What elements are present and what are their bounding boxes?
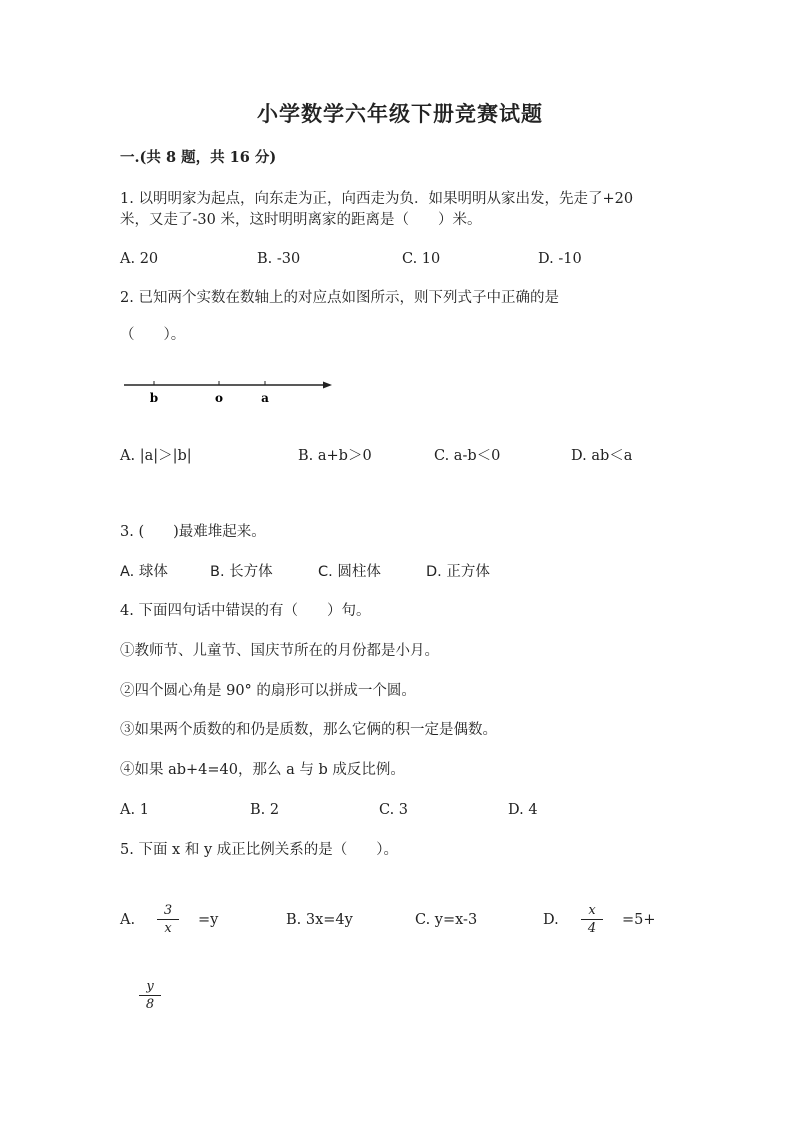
q4-stem: 4. 下面四句话中错误的有（ ）句。 xyxy=(120,603,371,619)
page-title: 小学数学六年级下册竞赛试题 xyxy=(257,101,543,126)
number-line-arrow xyxy=(323,382,332,389)
q5-option-d-rest: =5+ xyxy=(622,912,656,928)
fraction-numerator: x xyxy=(588,903,596,918)
q5-option-d-fraction xyxy=(581,903,603,936)
q2-stem-line2: （ ）。 xyxy=(120,327,186,343)
fraction-bar xyxy=(139,995,161,996)
q3-option-c: C. 圆柱体 xyxy=(318,564,381,580)
q5-option-d-letter: D. xyxy=(543,912,559,928)
tick-label-a: a xyxy=(261,391,269,405)
q5-option-d-fraction-continued xyxy=(139,979,161,1012)
q3-option-d: D. 正方体 xyxy=(426,564,490,580)
q1-option-b: B. -30 xyxy=(257,251,301,267)
q4-statement-1: ①教师节、儿童节、国庆节所在的月份都是小月。 xyxy=(120,643,439,659)
fraction-denominator: 4 xyxy=(587,921,597,936)
q4-statement-2: ②四个圆心角是 90° 的扇形可以拼成一个圆。 xyxy=(120,683,416,699)
q3-option-a: A. 球体 xyxy=(120,564,168,580)
tick-label-b: b xyxy=(149,391,159,405)
q5-option-a-fraction xyxy=(157,903,179,936)
fraction-bar xyxy=(157,919,179,920)
section-heading: 一.(共 8 题，共 16 分) xyxy=(120,149,277,166)
q4-statement-4: ④如果 ab+4=40，那么 a 与 b 成反比例。 xyxy=(120,762,405,778)
q4-option-d: D. 4 xyxy=(508,802,538,818)
tick-label-o: o xyxy=(214,391,224,405)
q1-option-c: C. 10 xyxy=(402,251,441,267)
q5-option-c: C. y=x-3 xyxy=(415,912,478,928)
q4-option-a: A. 1 xyxy=(120,802,149,818)
fraction-numerator: 3 xyxy=(163,903,173,918)
q3-option-b: B. 长方体 xyxy=(210,564,273,580)
q5-option-a-rest: =y xyxy=(198,912,219,928)
q5-stem: 5. 下面 x 和 y 成正比例关系的是（ ）。 xyxy=(120,842,398,858)
q4-option-b: B. 2 xyxy=(250,802,280,818)
fraction-bar xyxy=(581,919,603,920)
q2-stem-line1: 2. 已知两个实数在数轴上的对应点如图所示，则下列式子中正确的是 xyxy=(120,290,559,306)
q1-option-d: D. -10 xyxy=(538,251,582,267)
q1-stem-line1: 1. 以明明家为起点，向东走为正，向西走为负．如果明明从家出发，先走了+20 xyxy=(120,191,634,207)
q5-option-b: B. 3x=4y xyxy=(286,912,353,928)
q2-option-c: C. a-b＜0 xyxy=(434,448,501,464)
q1-option-a: A. 20 xyxy=(120,251,159,267)
fraction-denominator: x xyxy=(164,921,172,936)
q1-stem-line2: 米，又走了-30 米，这时明明离家的距离是（ ）米。 xyxy=(120,212,482,228)
q3-stem: 3. ( )最难堆起来。 xyxy=(120,524,266,540)
q2-option-a: A. |a|＞|b| xyxy=(120,448,192,464)
number-line-figure xyxy=(120,372,340,412)
q2-option-d: D. ab＜a xyxy=(571,448,633,464)
q4-option-c: C. 3 xyxy=(379,802,409,818)
fraction-denominator: 8 xyxy=(145,997,155,1012)
q2-option-b: B. a+b＞0 xyxy=(298,448,372,464)
fraction-numerator: y xyxy=(146,979,154,994)
q5-option-a-letter: A. xyxy=(120,912,136,928)
q4-statement-3: ③如果两个质数的和仍是质数，那么它俩的积一定是偶数。 xyxy=(120,722,497,738)
